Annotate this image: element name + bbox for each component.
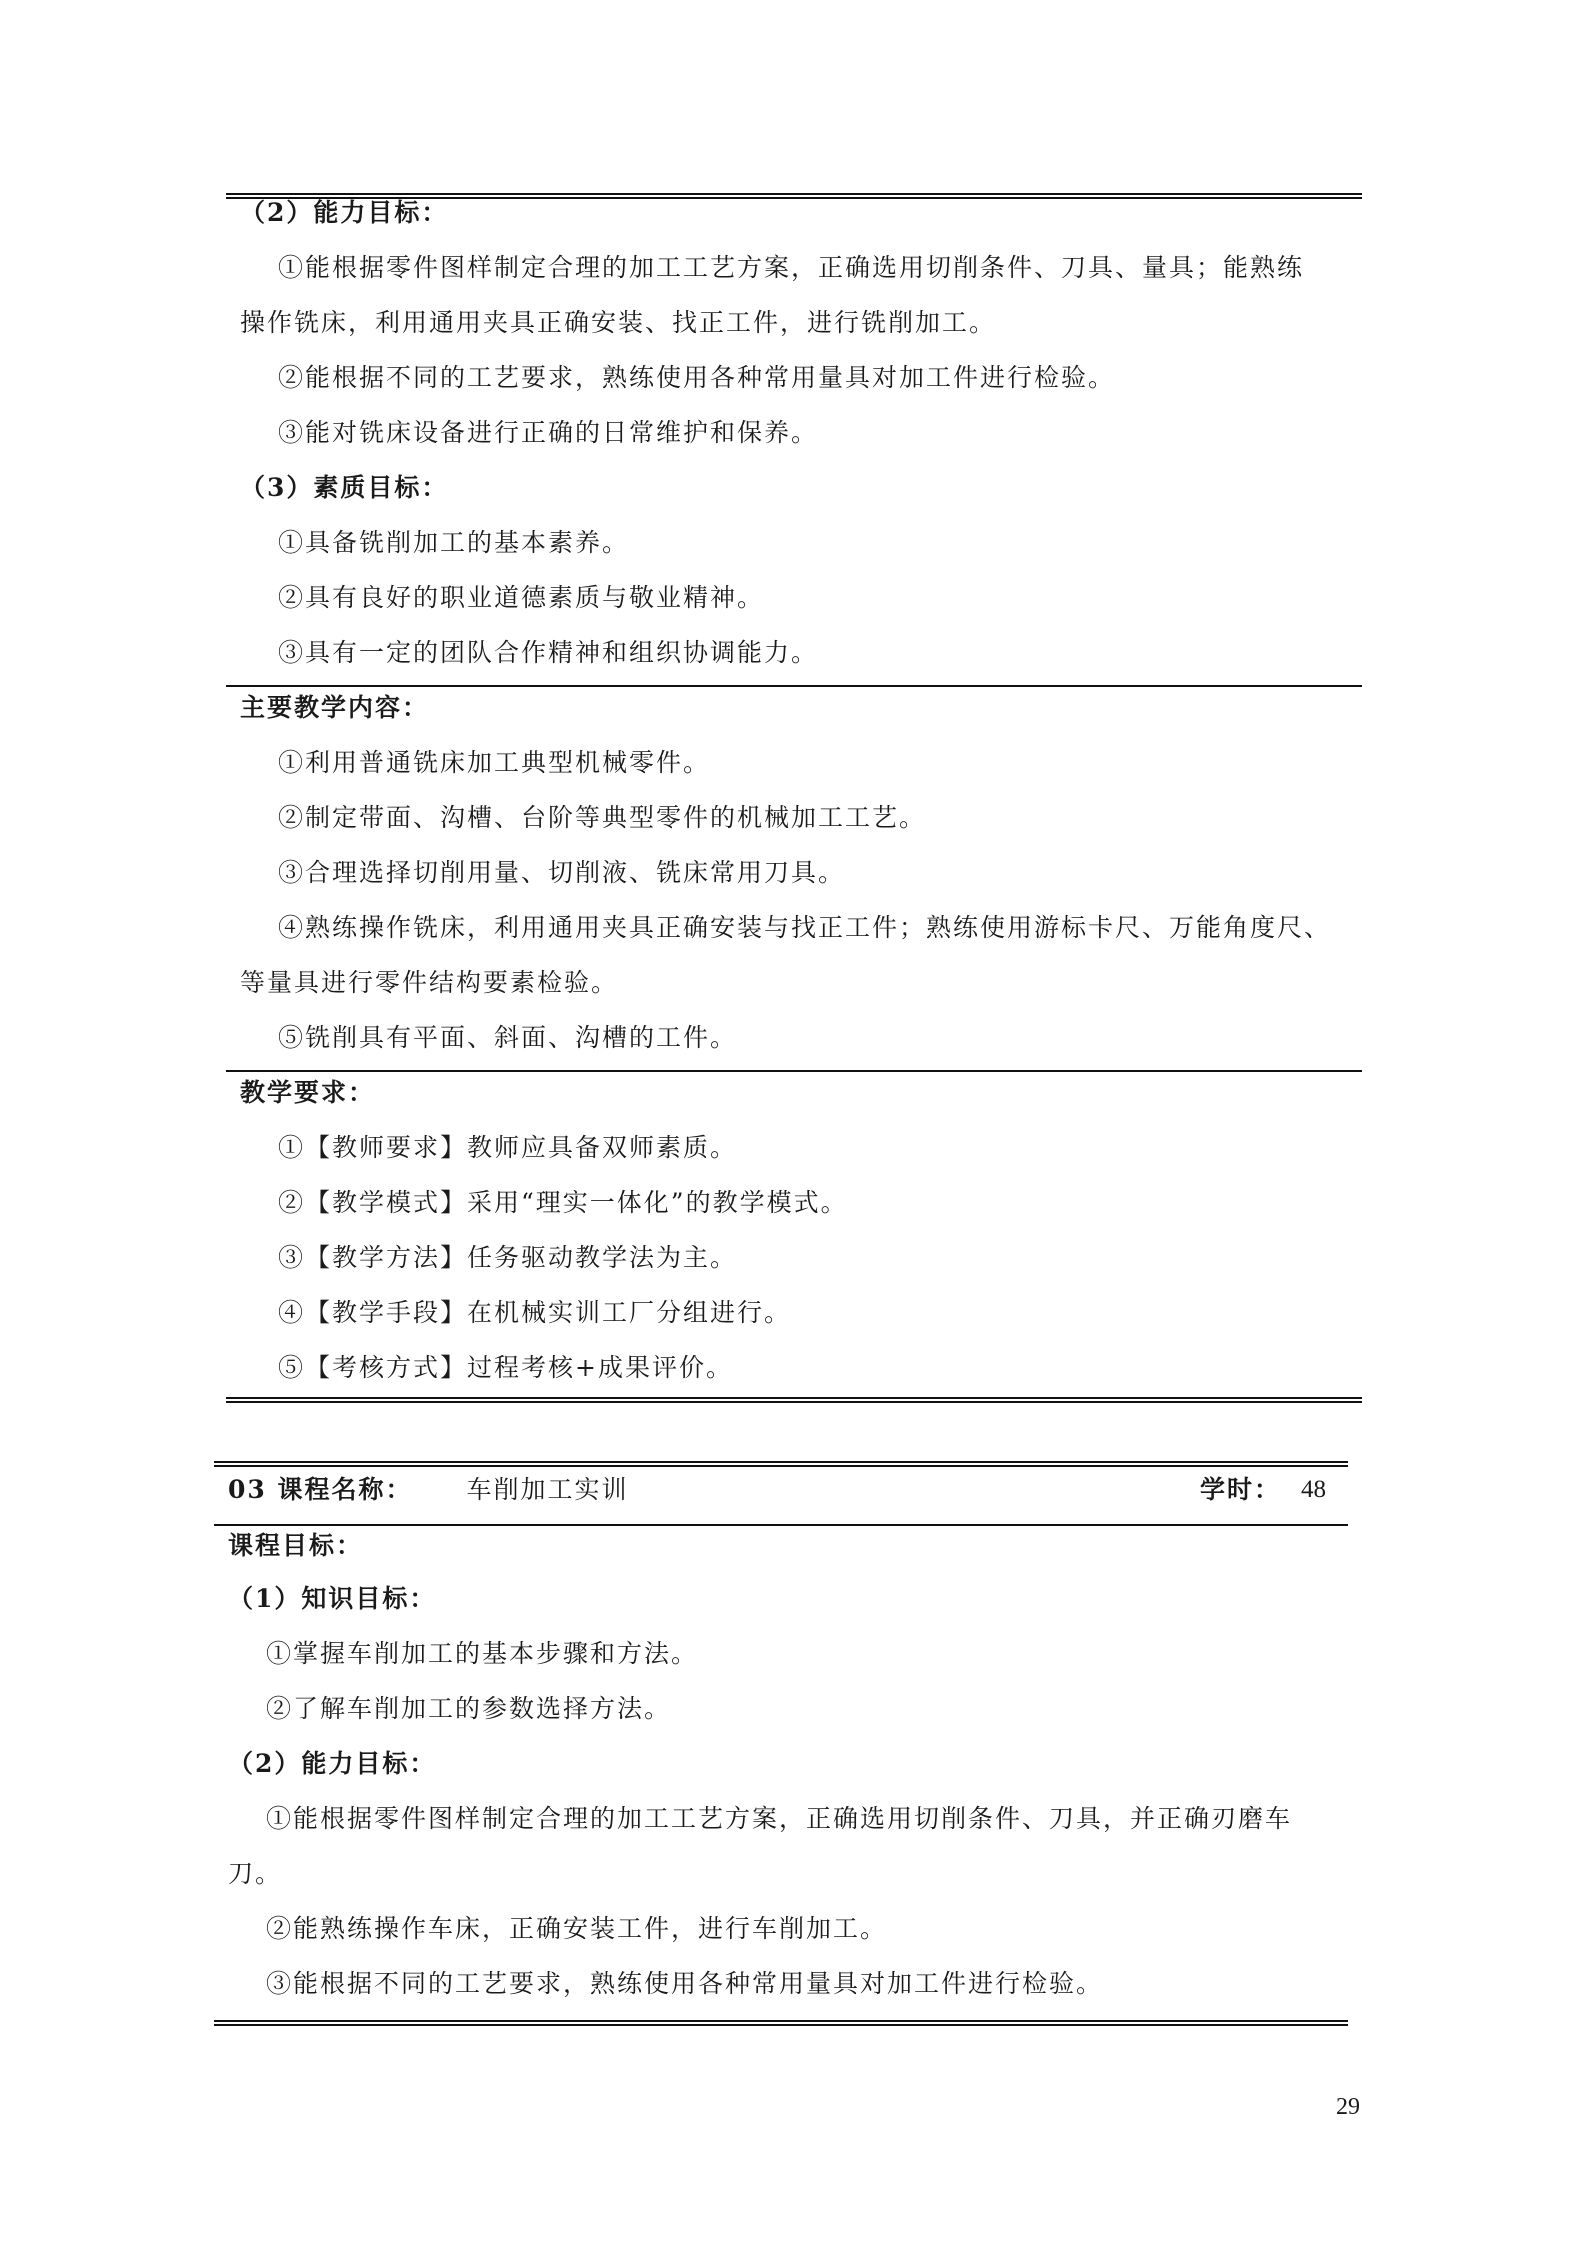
ability-goal-item-continued: 操作铣床，利用通用夹具正确安装、找正工件，进行铣削加工。: [240, 308, 997, 337]
main-content-item: ③合理选择切削用量、切削液、铣床常用刀具。: [278, 858, 846, 887]
table-bottom-border: [226, 1397, 1362, 1403]
quality-goal-item: ③具有一定的团队合作精神和组织协调能力。: [278, 638, 819, 667]
section-divider: [226, 685, 1362, 687]
knowledge-goals-heading: （1）知识目标：: [228, 1584, 437, 1613]
ability-goal-item-continued: 刀。: [228, 1859, 283, 1888]
section-divider: [226, 1070, 1362, 1072]
main-content-heading: 主要教学内容：: [240, 693, 430, 722]
ability-goal-item: ③能对铣床设备进行正确的日常维护和保养。: [278, 418, 819, 447]
teaching-requirement-item: ④【教学手段】在机械实训工厂分组进行。: [278, 1298, 792, 1327]
teaching-requirement-item: ③【教学方法】任务驱动教学法为主。: [278, 1243, 738, 1272]
ability-goal-item: ①能根据零件图样制定合理的加工工艺方案，正确选用切削条件、刀具、量具；能熟练: [278, 253, 1305, 282]
course03-table: [214, 1461, 1348, 2031]
ability-goal-item: ②能熟练操作车床，正确安装工件，进行车削加工。: [266, 1914, 888, 1943]
course02-table: [226, 193, 1362, 1405]
main-content-item: ④熟练操作铣床，利用通用夹具正确安装与找正工件；熟练使用游标卡尺、万能角度尺、: [278, 913, 1332, 942]
knowledge-goal-item: ①掌握车削加工的基本步骤和方法。: [266, 1639, 699, 1668]
teaching-requirement-item: ①【教师要求】教师应具备双师素质。: [278, 1133, 738, 1162]
ability-goal-item: ③能根据不同的工艺要求，熟练使用各种常用量具对加工件进行检验。: [266, 1969, 1104, 1998]
header-divider: [214, 1524, 1348, 1526]
table-top-border: [214, 1461, 1348, 1467]
teaching-requirement-item: ⑤【考核方式】过程考核+成果评价。: [278, 1353, 733, 1382]
hours-value: 48: [1301, 1476, 1326, 1503]
course-goals-heading: 课程目标：: [228, 1531, 364, 1560]
quality-goal-item: ①具备铣削加工的基本素养。: [278, 528, 630, 557]
course-header-row: [214, 1475, 1348, 1505]
page-number: 29: [1336, 2094, 1360, 2120]
knowledge-goal-item: ②了解车削加工的参数选择方法。: [266, 1694, 672, 1723]
ability-goal-item: ①能根据零件图样制定合理的加工工艺方案，正确选用切削条件、刀具，并正确刃磨车: [266, 1804, 1293, 1833]
quality-goals-heading: （3）素质目标：: [240, 473, 449, 502]
teaching-requirement-item: ②【教学模式】采用“理实一体化”的教学模式。: [278, 1188, 848, 1217]
ability-goals-heading: （2）能力目标：: [240, 198, 449, 227]
ability-goals-heading: （2）能力目标：: [228, 1749, 437, 1778]
main-content-item: ①利用普通铣床加工典型机械零件。: [278, 748, 711, 777]
hours-label: 学时：: [1199, 1475, 1281, 1504]
main-content-item: ⑤铣削具有平面、斜面、沟槽的工件。: [278, 1023, 738, 1052]
table-bottom-border: [214, 2020, 1348, 2026]
course-name-value: 车削加工实训: [466, 1475, 629, 1504]
teaching-requirements-heading: 教学要求：: [240, 1078, 376, 1107]
ability-goal-item: ②能根据不同的工艺要求，熟练使用各种常用量具对加工件进行检验。: [278, 363, 1116, 392]
main-content-item-continued: 等量具进行零件结构要素检验。: [240, 968, 619, 997]
quality-goal-item: ②具有良好的职业道德素质与敬业精神。: [278, 583, 765, 612]
main-content-item: ②制定带面、沟槽、台阶等典型零件的机械加工工艺。: [278, 803, 927, 832]
course-name-label: 03 课程名称：: [228, 1475, 413, 1504]
